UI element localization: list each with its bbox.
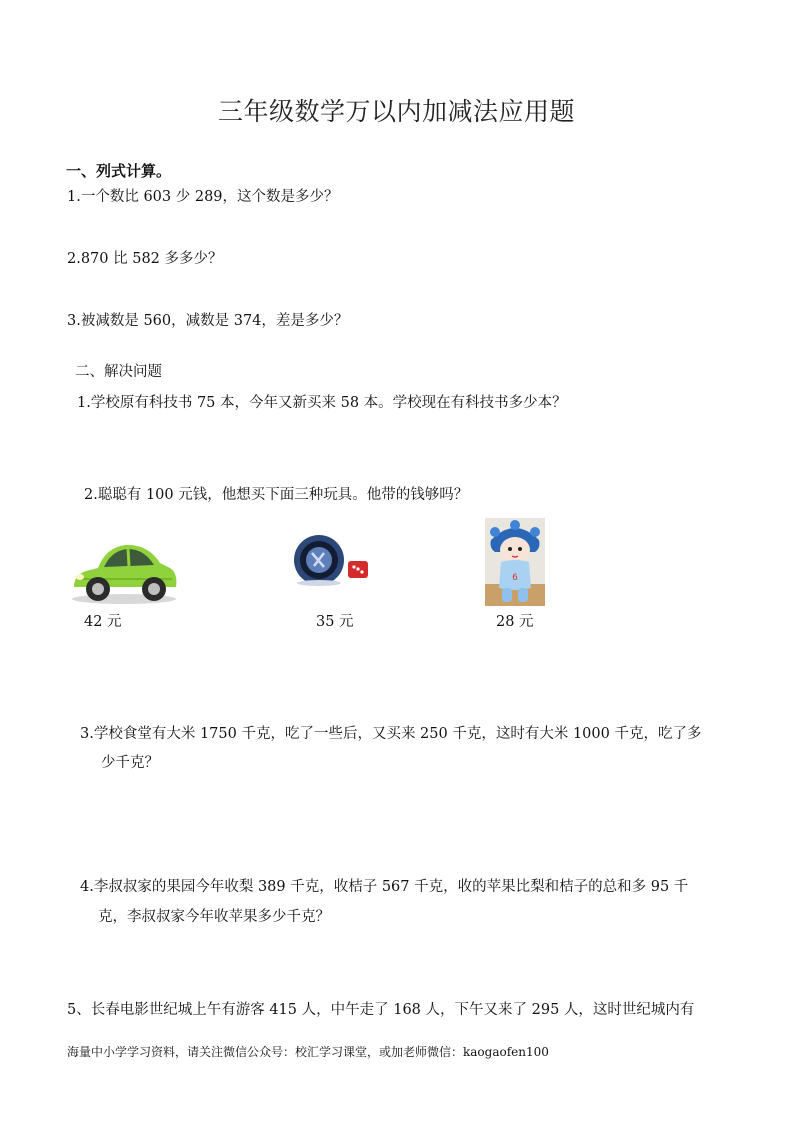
toy-price-car: 42 元 <box>84 614 122 630</box>
section1-heading: 一、列式计算。 <box>66 162 172 180</box>
yoyo-icon <box>292 533 374 588</box>
page-title: 三年级数学万以内加减法应用题 <box>217 97 575 126</box>
question-1-1: 1.一个数比 603 少 289，这个数是多少？ <box>67 189 339 205</box>
question-2-3-line2: 少千克？ <box>101 755 159 771</box>
footer-note: 海量中小学学习资料，请关注微信公众号：校汇学习课堂，或加老师微信：kaogaofen100 <box>67 1045 549 1059</box>
section2-heading: 二、解决问题 <box>75 364 162 380</box>
toy-price-doll: 28 元 <box>496 614 534 630</box>
question-2-5-line1: 5、长春电影世纪城上午有游客 415 人，中午走了 168 人，下午又来了 295 人，这时世纪城内有 <box>67 1002 695 1018</box>
question-1-3: 3.被减数是 560，减数是 374，差是多少？ <box>67 313 349 329</box>
question-2-3-line1: 3.学校食堂有大米 1750 千克，吃了一些后，又买来 250 千克，这时有大米 1000 千克，吃了多 <box>80 726 702 742</box>
question-2-2: 2.聪聪有 100 元钱，他想买下面三种玩具。他带的钱够吗？ <box>84 487 469 503</box>
toy-price-yoyo: 35 元 <box>316 614 354 630</box>
question-2-1: 1.学校原有科技书 75 本，今年又新买来 58 本。学校现在有科技书多少本？ <box>77 395 567 411</box>
question-1-2: 2.870 比 582 多多少？ <box>67 251 223 267</box>
question-2-4-line1: 4.李叔叔家的果园今年收梨 389 千克，收桔子 567 千克，收的苹果比梨和桔子的总和多 95 千 <box>80 879 689 895</box>
mascot-doll-icon <box>485 518 545 606</box>
svg-text:6: 6 <box>512 573 518 583</box>
toy-car-icon <box>68 535 180 605</box>
question-2-4-line2: 克，李叔叔家今年收苹果多少千克？ <box>98 909 330 925</box>
